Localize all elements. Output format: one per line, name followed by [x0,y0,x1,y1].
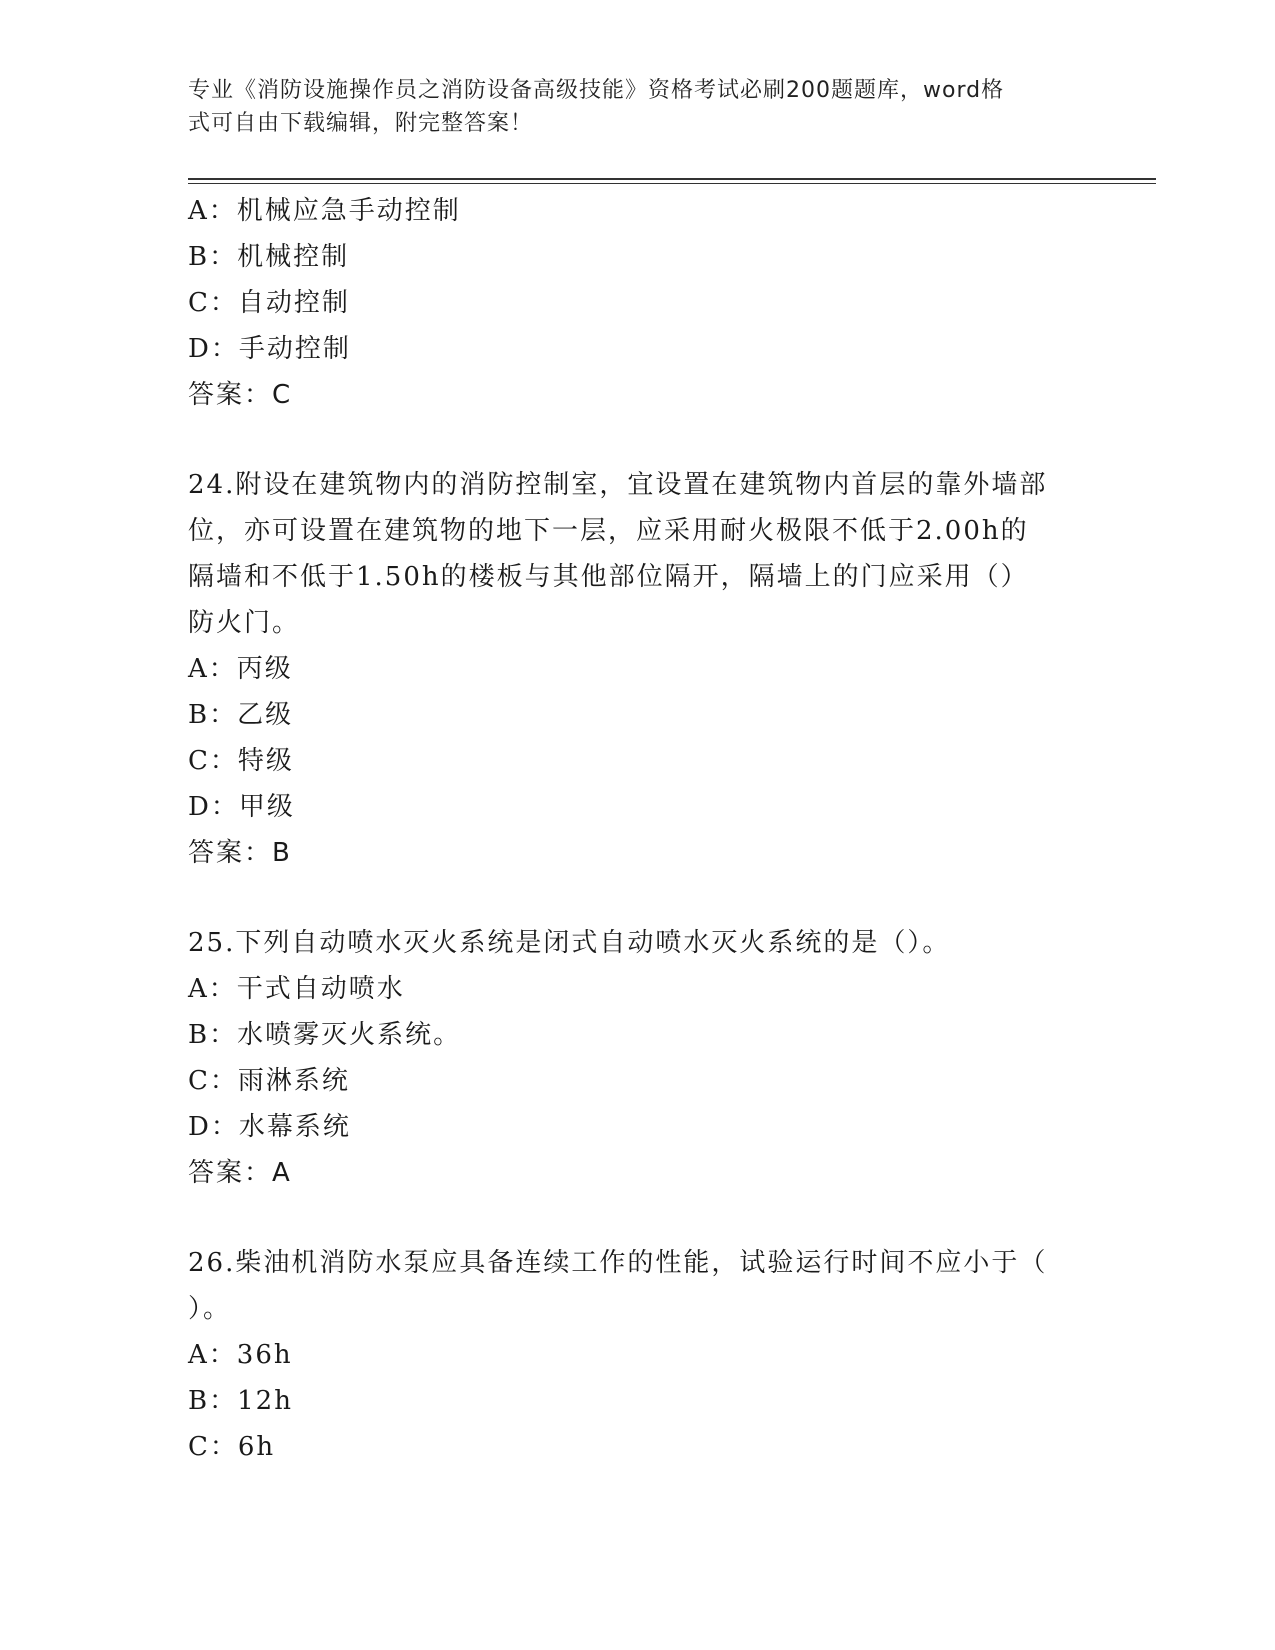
option-a: A：干式自动喷水 [188,974,405,1004]
option-c: C：特级 [188,746,294,776]
question-text-line: 26.柴油机消防水泵应具备连续工作的性能，试验运行时间不应小于（ [188,1248,1048,1278]
option-a: A：机械应急手动控制 [188,196,461,226]
header-divider-thick [188,178,1156,180]
option-b: B：乙级 [188,700,294,730]
question-text-line: ）。 [188,1294,232,1324]
option-b: B：机械控制 [188,242,350,272]
question-text-line: 位，亦可设置在建筑物的地下一层，应采用耐火极限不低于2.00h的 [188,516,1029,546]
option-d: D：水幕系统 [188,1112,351,1142]
document-header [188,74,1068,140]
answer-text: 答案：A [188,1158,292,1188]
answer-text: 答案：B [188,838,292,868]
option-c: C：6h [188,1432,276,1462]
question-23 [188,188,1088,418]
option-b: B：水喷雾灭火系统。 [188,1020,462,1050]
option-c: C：雨淋系统 [188,1066,350,1096]
header-divider-thin [188,183,1156,184]
option-d: D：手动控制 [188,334,351,364]
question-26 [188,1240,1088,1470]
question-24 [188,462,1088,876]
question-content [188,188,1088,1470]
question-text-line: 防火门。 [188,608,301,638]
header-line-1: 专业《消防设施操作员之消防设备高级技能》资格考试必刷200题题库，word格 [188,78,1005,103]
option-d: D：甲级 [188,792,295,822]
answer-text: 答案：C [188,380,293,410]
option-a: A：36h [188,1340,293,1370]
question-text-line: 25.下列自动喷水灭火系统是闭式自动喷水灭火系统的是（）。 [188,928,951,958]
question-25 [188,920,1088,1196]
question-text-line: 24.附设在建筑物内的消防控制室，宜设置在建筑物内首层的靠外墙部 [188,470,1048,500]
option-c: C：自动控制 [188,288,350,318]
option-a: A：丙级 [188,654,293,684]
option-b: B：12h [188,1386,293,1416]
header-line-2: 式可自由下载编辑，附完整答案！ [188,111,534,136]
question-text-line: 隔墙和不低于1.50h的楼板与其他部位隔开，隔墙上的门应采用（） [188,562,1029,592]
